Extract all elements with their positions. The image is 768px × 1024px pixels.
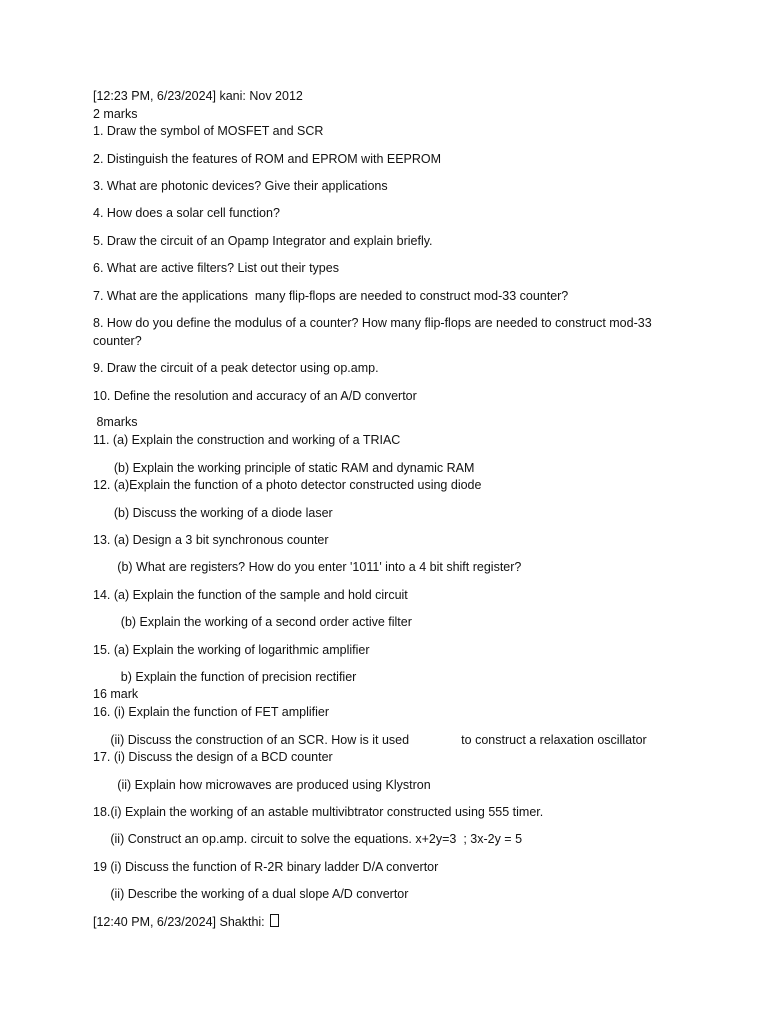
question-6: 6. What are active filters? List out their types [93, 261, 339, 275]
message-footer [93, 914, 279, 930]
question-5: 5. Draw the circuit of an Opamp Integrator and explain briefly. [93, 234, 433, 248]
question-7: 7. What are the applications many flip-flops are needed to construct mod-33 counter? [93, 289, 569, 303]
message-footer-text: [12:40 PM, 6/23/2024] Shakthi: [93, 915, 269, 929]
question-17ii: (ii) Explain how microwaves are produced using Klystron [93, 778, 431, 792]
question-10: 10. Define the resolution and accuracy of an A/D convertor [93, 389, 417, 403]
question-9: 9. Draw the circuit of a peak detector using op.amp. [93, 361, 379, 375]
section-heading-2marks: 2 marks [93, 107, 138, 121]
question-4: 4. How does a solar cell function? [93, 206, 280, 220]
question-17i: 17. (i) Discuss the design of a BCD counter [93, 750, 333, 764]
question-1: 1. Draw the symbol of MOSFET and SCR [93, 124, 324, 138]
question-15b: b) Explain the function of precision rectifier [93, 670, 357, 684]
question-16i: 16. (i) Explain the function of FET amplifier [93, 705, 329, 719]
question-16ii: (ii) Discuss the construction of an SCR. How is it used to construct a relaxation oscillator [93, 733, 647, 747]
question-18i: 18.(i) Explain the working of an astable multivibtrator constructed using 555 timer. [93, 805, 544, 819]
missing-glyph-icon [270, 914, 279, 927]
question-3: 3. What are photonic devices? Give their applications [93, 179, 388, 193]
question-8: 8. How do you define the modulus of a counter? How many flip-flops are needed to construct mod-33 counter? [93, 316, 652, 348]
question-12b: (b) Discuss the working of a diode laser [93, 506, 333, 520]
question-19i: 19 (i) Discuss the function of R-2R binary ladder D/A convertor [93, 860, 439, 874]
question-12a: 12. (a)Explain the function of a photo detector constructed using diode [93, 478, 482, 492]
question-11a: 11. (a) Explain the construction and working of a TRIAC [93, 433, 401, 447]
question-14b: (b) Explain the working of a second order active filter [93, 615, 412, 629]
message-header: [12:23 PM, 6/23/2024] kani: Nov 2012 [93, 89, 303, 103]
question-11b: (b) Explain the working principle of static RAM and dynamic RAM [93, 461, 475, 475]
question-18ii: (ii) Construct an op.amp. circuit to solve the equations. x+2y=3 ; 3x-2y = 5 [93, 832, 523, 846]
section-heading-16mark: 16 mark [93, 687, 139, 701]
question-13a: 13. (a) Design a 3 bit synchronous counter [93, 533, 329, 547]
section-heading-8marks: 8marks [93, 415, 138, 429]
question-13b: (b) What are registers? How do you enter '1011' into a 4 bit shift register? [93, 560, 522, 574]
question-2: 2. Distinguish the features of ROM and EPROM with EEPROM [93, 152, 442, 166]
question-19ii: (ii) Describe the working of a dual slope A/D convertor [93, 887, 409, 901]
question-15a: 15. (a) Explain the working of logarithmic amplifier [93, 643, 370, 657]
question-14a: 14. (a) Explain the function of the sample and hold circuit [93, 588, 408, 602]
